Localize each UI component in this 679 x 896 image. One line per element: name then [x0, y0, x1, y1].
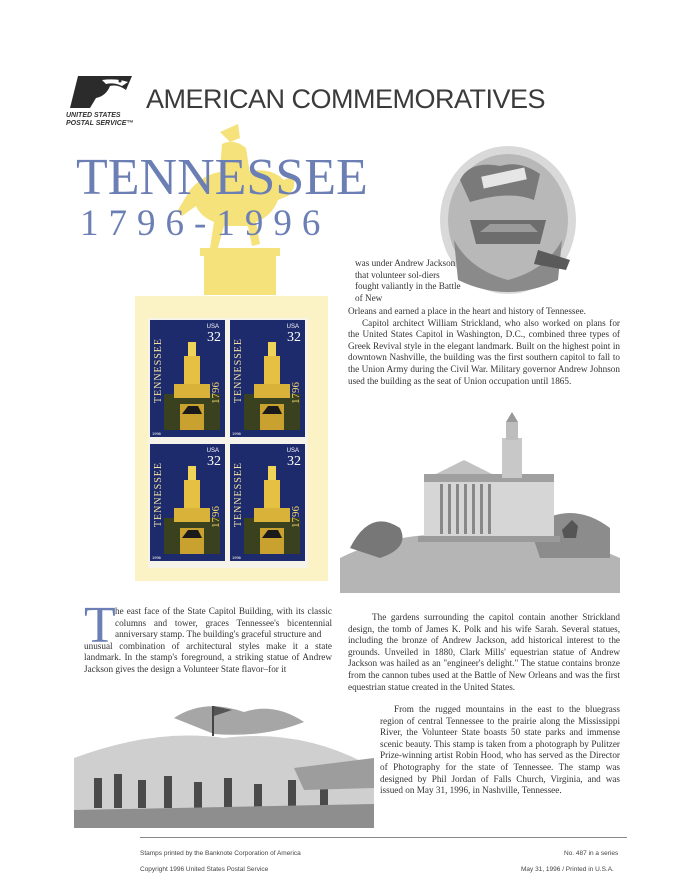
stamp-value: 32	[207, 454, 221, 469]
stamp-country: USA	[206, 324, 219, 330]
series-number: No. 487 in a series	[564, 850, 619, 857]
logo-caption-line1: UNITED STATES	[66, 112, 121, 119]
stamp-block	[148, 318, 308, 568]
logo-caption-line2: POSTAL SERVICE™	[66, 120, 134, 127]
stamp	[230, 320, 305, 437]
stamp-value: 32	[287, 330, 301, 345]
usps-logo-caption	[66, 112, 156, 128]
body-text-top	[348, 306, 620, 387]
stamp	[230, 444, 305, 561]
stamp-fine-print: 1996	[152, 431, 161, 436]
footer-divider	[140, 837, 627, 838]
stamp-country: USA	[286, 324, 299, 330]
stamp-fine-print: 1996	[152, 555, 161, 560]
stamp-country: USA	[206, 448, 219, 454]
capitol-engraving	[340, 408, 620, 593]
paragraph: Capitol architect William Strickland, who also worked on plans for the United States Capitol in Washington, D.C., combined three types of Greek Revival style in the elegant landmark. Built on the highest point in downtown Nashville, the building was the first southern capitol to fall to the Union Army during the Civil War. Military governor Andrew Johnson used the building as the seat of Union occupation until 1865.	[348, 317, 620, 386]
stamp-year: 1796	[210, 506, 222, 528]
copyright: Copyright 1996 United States Postal Service	[140, 866, 269, 873]
battle-engraving	[74, 698, 374, 828]
stamp-state-name: TENNESSEE	[153, 462, 164, 528]
stamp-year: 1796	[290, 382, 302, 404]
series-title: AMERICAN COMMEMORATIVES	[146, 84, 546, 114]
paragraph-continued: unusual combination of architectural styles make it a state landmark. In the stamp's foreground, a striking statue of Andrew Jackson gives the design a Volunteer State flavor–for it	[84, 640, 332, 674]
body-text-right	[348, 612, 620, 693]
stamp-fine-print: 1996	[232, 555, 241, 560]
printer-credit: Stamps printed by the Banknote Corporation of America	[140, 850, 301, 857]
stamp-state-name: TENNESSEE	[233, 338, 244, 404]
paragraph: he east face of the State Capitol Building, with its classic columns and tower, graces Tennessee's bicentennial anniversary stamp. The building's graceful structure and	[115, 606, 332, 640]
stamp-fine-print: 1996	[232, 431, 241, 436]
stamp-value: 32	[207, 330, 221, 345]
stamp-state-name: TENNESSEE	[153, 338, 164, 404]
stamp-country: USA	[286, 448, 299, 454]
paragraph: Orleans and earned a place in the heart and history of Tennessee.	[348, 306, 586, 316]
stamp-year: 1796	[210, 382, 222, 404]
body-text-right-2	[380, 704, 620, 797]
stamp-year: 1796	[290, 506, 302, 528]
stamp	[150, 444, 225, 561]
stamp	[150, 320, 225, 437]
paragraph: From the rugged mountains in the east to the bluegrass region of central Tennessee to the prairie along the Mississippi River, the Volunteer State boasts 50 state parks and immense scenic beauty. This stamp is taken from a photograph by Pulitzer Prize-winning artist Robin Hood, who has served as the Director of Photography for the state of Tennessee. The stamp was designed by Phil Jordan of Falls Church, Virginia, and was issued on May 31, 1996, in Nashville, Tennessee.	[380, 704, 620, 796]
print-date: May 31, 1996 / Printed in U.S.A.	[521, 866, 614, 873]
stamp-value: 32	[287, 454, 301, 469]
paragraph: The gardens surrounding the capitol contain another Strickland design, the tomb of James K. Polk and his wife Sarah. Several statues, including the bronze of Andrew Jackson, add historical interest to the grounds. Unveiled in 1880, Clark Mills' equestrian statue of Andrew Jackson was hailed as an "engineer's delight." The statue contains bronze from the cannon tubes used at the Battle of New Orleans and was the first equestrian statue created in the United States.	[348, 612, 620, 692]
state-title: TENNESSEE	[76, 149, 368, 206]
year-range: 1796-1996	[80, 203, 331, 244]
body-text-left	[84, 597, 332, 676]
stamp-state-name: TENNESSEE	[233, 462, 244, 528]
body-text-lead: was under Andrew Jackson that volunteer sol-diers fought valiantly in the Battle of New	[355, 258, 461, 303]
drop-cap: T	[84, 597, 116, 654]
